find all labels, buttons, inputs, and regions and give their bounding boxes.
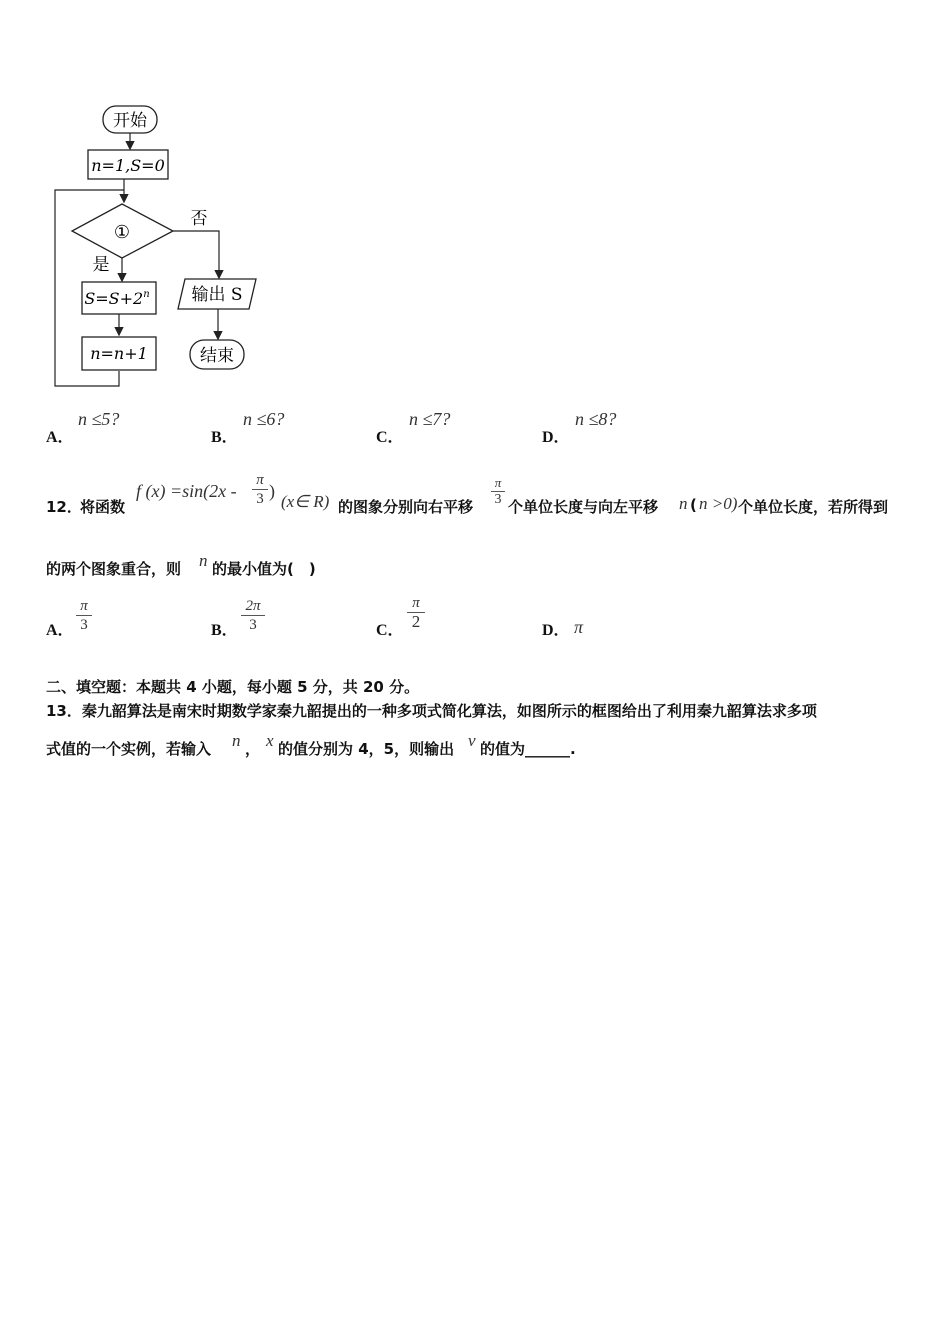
- q12-option-c-letter: C．: [376, 622, 404, 639]
- q11-option-a-letter: A．: [46, 429, 74, 446]
- q12-option-b-num: 2π: [245, 598, 261, 614]
- q11-option-d-expr: n ≤8?: [575, 409, 617, 429]
- q13-var-n: n: [232, 731, 241, 750]
- q12-option-d-letter: D．: [542, 622, 570, 639]
- q12-option-a-fraction: [76, 598, 92, 633]
- q12-option-a-den: 3: [80, 617, 88, 633]
- q12-text-mid: 的图象分别向右平移: [338, 498, 474, 516]
- q12-text-mid2: 个单位长度与向左平移: [508, 498, 659, 516]
- q13-line2-c: 的值为______.: [480, 740, 576, 758]
- q13-var-v: v: [468, 731, 476, 750]
- q12-function-fraction: [252, 472, 268, 507]
- q11-option-d-letter: D．: [542, 429, 570, 446]
- q12-shift-num: π: [494, 475, 502, 490]
- q12-line2-a: 的两个图象重合，则: [46, 560, 182, 578]
- q12-option-b-den: 3: [249, 617, 257, 633]
- flow-update-s-exp: n: [143, 289, 150, 300]
- q12-domain: (x∈ R): [281, 492, 330, 511]
- q12-option-d-value: π: [574, 617, 584, 637]
- q12-paren-open: (: [690, 496, 697, 514]
- q12-option-b-letter: B．: [211, 622, 238, 639]
- flow-output-label: 输出 S: [191, 285, 243, 305]
- flow-update-s-label: [84, 289, 149, 308]
- q12-option-a-num: π: [80, 598, 88, 614]
- q12-shift-den: 3: [494, 492, 502, 507]
- q13-line1: 13．秦九韶算法是南宋时期数学家秦九韶提出的一种多项式简化算法，如图所示的框图给出了利用秦九韶算法求多项: [46, 702, 817, 720]
- flow-update-s-main: S=S+2: [84, 289, 144, 308]
- q11-option-b-expr: n ≤6?: [243, 409, 285, 429]
- q12-number: 12．: [46, 498, 82, 516]
- flow-start-label: 开始: [113, 111, 147, 131]
- q12-function-right: ): [269, 481, 275, 501]
- flowchart: [0, 0, 300, 400]
- q12-option-c-fraction: [407, 595, 425, 630]
- q12-text-end: 个单位长度，若所得到: [738, 498, 889, 516]
- flow-condition-label: ①: [113, 222, 131, 243]
- q13-line2-b: 的值分别为 4，5，则输出: [278, 740, 455, 758]
- q12-function-frac-den: 3: [256, 491, 264, 507]
- flow-update-n-label: n=n+1: [90, 344, 148, 363]
- q12-function-left: f (x) =sin(2x -: [136, 481, 237, 501]
- q13-comma: ，: [245, 740, 261, 758]
- q12-line2-var: n: [199, 551, 208, 570]
- q12-shift-fraction: [491, 476, 505, 507]
- flow-init-label: n=1,S=0: [91, 156, 165, 175]
- q12-n-var: n: [679, 494, 688, 513]
- q13-var-x: x: [266, 731, 274, 750]
- q13-line2-a: 式值的一个实例，若输入: [46, 740, 212, 758]
- q12-line2-b: 的最小值为( ): [212, 560, 316, 578]
- q12-condition: n >0): [699, 494, 738, 513]
- q12-option-b-fraction: [241, 598, 265, 633]
- q12-option-c-num: π: [412, 595, 420, 611]
- section2-heading: 二、填空题：本题共 4 小题，每小题 5 分，共 20 分。: [46, 678, 420, 696]
- flow-end-label: 结束: [200, 346, 234, 366]
- q12-option-a-letter: A．: [46, 622, 74, 639]
- flow-yes-label: 是: [92, 255, 110, 275]
- q11-option-c-expr: n ≤7?: [409, 409, 451, 429]
- q12-option-c-den: 2: [411, 612, 421, 631]
- q11-option-c-letter: C．: [376, 429, 404, 446]
- flow-no-label: 否: [190, 209, 208, 229]
- q11-option-a-expr: n ≤5?: [78, 409, 120, 429]
- q12-intro: 将函数: [80, 498, 126, 516]
- q12-function-frac-num: π: [256, 472, 264, 488]
- q11-option-b-letter: B．: [211, 429, 238, 446]
